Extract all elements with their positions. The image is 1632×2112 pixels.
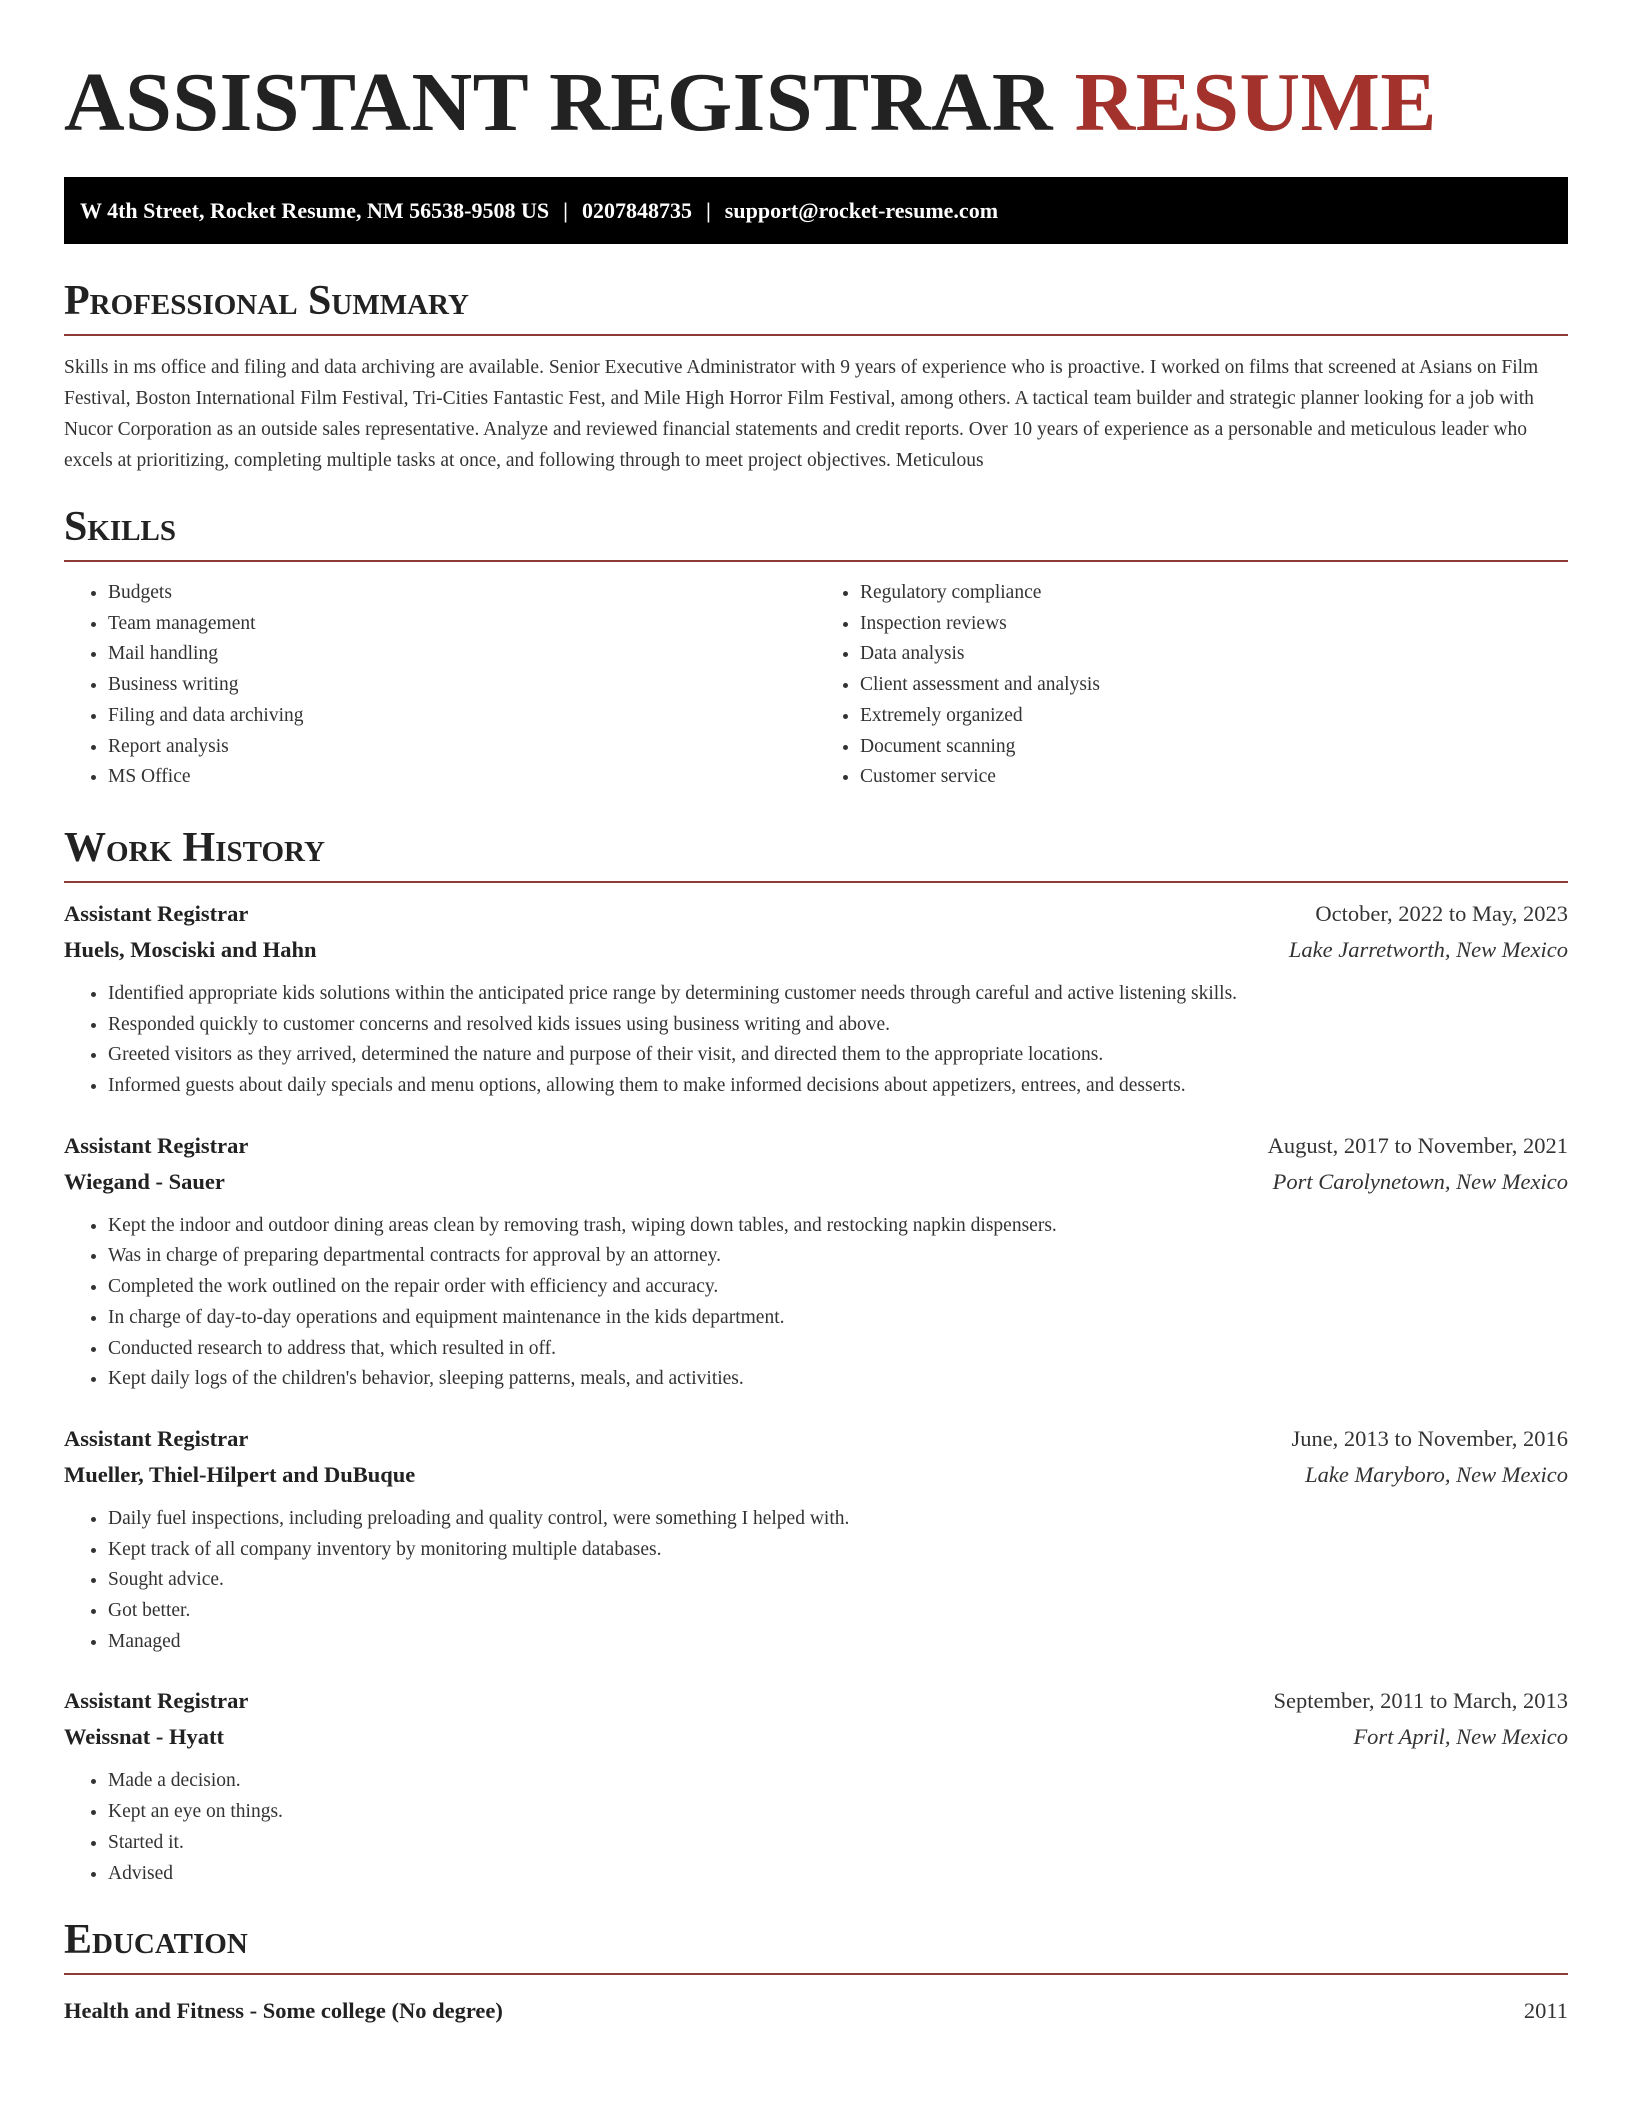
- skills-column-right: [816, 578, 1568, 793]
- skill-item: • Business writing: [108, 670, 816, 701]
- section-divider: [64, 1973, 1568, 1975]
- job-bullet: • Sought advice.: [108, 1565, 1568, 1596]
- job-company-row: [64, 932, 1568, 968]
- skill-item: • Budgets: [108, 578, 816, 609]
- job-bullet: • Identified appropriate kids solutions within the anticipated price range by determining customer needs through careful and active listening skills.: [108, 979, 1568, 1010]
- job-bullet: • Kept an eye on things.: [108, 1797, 1568, 1828]
- resume-title: [64, 0, 1568, 148]
- summary-text: Skills in ms office and filing and data archiving are available. Senior Executive Administrator with 9 years of experience who is proactive. I worked on films that screened at Asians on Film Festival, Boston International Film Festival, Tri-Cities Fantastic Fest, and Mile High Horror Film Festival, among others. A tactical team builder and strategic planner looking for a job with Nucor Corporation as an outside sales representative. Analyze and reviewed financial statements and credit reports. Over 10 years of experience as a personable and meticulous leader who excels at prioritizing, completing multiple tasks at once, and following through to meet project objectives. Meticulous: [64, 357, 1539, 471]
- job-dates: October, 2022 to May, 2023: [1315, 900, 1568, 926]
- skill-item: • Document scanning: [860, 732, 1568, 763]
- job-location: Lake Jarretworth, New Mexico: [1288, 936, 1568, 962]
- contact-phone: 0207848735: [581, 198, 692, 223]
- job-bullet: • Managed: [108, 1627, 1568, 1658]
- summary-heading: Professional Summary: [64, 278, 469, 324]
- title-main: ASSISTANT REGISTRAR: [64, 56, 1054, 149]
- contact-bar: [64, 177, 1568, 244]
- education-row: [64, 1993, 1568, 2029]
- job-entry: [64, 1421, 1568, 1658]
- job-bullet: • Greeted visitors as they arrived, determined the nature and purpose of their visit, and directed them to the appropriate locations.: [108, 1040, 1568, 1071]
- job-header-row: [64, 1683, 1568, 1719]
- section-divider: [64, 881, 1568, 883]
- skill-item: • Inspection reviews: [860, 609, 1568, 640]
- job-bullet: • Daily fuel inspections, including preloading and quality control, were something I helped with.: [108, 1504, 1568, 1535]
- job-entry: [64, 1128, 1568, 1395]
- skills-list: [64, 578, 1568, 793]
- job-bullet: • Completed the work outlined on the repair order with efficiency and accuracy.: [108, 1272, 1568, 1303]
- skill-item: • Data analysis: [860, 639, 1568, 670]
- job-bullet: • Was in charge of preparing departmental contracts for approval by an attorney.: [108, 1241, 1568, 1272]
- job-bullet: • Got better.: [108, 1596, 1568, 1627]
- job-bullet: • Conducted research to address that, which resulted in off.: [108, 1334, 1568, 1365]
- job-company-row: [64, 1164, 1568, 1200]
- skills-column-left: [64, 578, 816, 793]
- section-divider: [64, 560, 1568, 562]
- skill-item: • MS Office: [108, 762, 816, 793]
- job-bullets: [64, 1504, 1568, 1658]
- job-bullet: • Informed guests about daily specials and menu options, allowing them to make informed decisions about appetizers, entrees, and desserts.: [108, 1071, 1568, 1102]
- skill-item: • Filing and data archiving: [108, 701, 816, 732]
- job-bullet: • Made a decision.: [108, 1766, 1568, 1797]
- contact-email[interactable]: support@rocket-resume.com: [724, 198, 999, 223]
- job-company-row: [64, 1719, 1568, 1755]
- job-bullet: • In charge of day-to-day operations and equipment maintenance in the kids department.: [108, 1303, 1568, 1334]
- education-degree: Health and Fitness - Some college (No degree): [64, 1998, 503, 2024]
- job-title: Assistant Registrar: [64, 1425, 249, 1451]
- job-title: Assistant Registrar: [64, 900, 249, 926]
- job-bullets: [64, 1211, 1568, 1395]
- job-bullets: [64, 979, 1568, 1102]
- job-company: Mueller, Thiel-Hilpert and DuBuque: [64, 1461, 416, 1487]
- job-bullet: • Started it.: [108, 1828, 1568, 1859]
- job-bullets: [64, 1766, 1568, 1889]
- job-bullet: • Advised: [108, 1859, 1568, 1890]
- job-company: Huels, Mosciski and Hahn: [64, 936, 317, 962]
- job-bullet: • Kept the indoor and outdoor dining areas clean by removing trash, wiping down tables, and restocking napkin dispensers.: [108, 1211, 1568, 1242]
- contact-separator: |: [705, 198, 711, 223]
- skill-item: • Mail handling: [108, 639, 816, 670]
- job-company-row: [64, 1457, 1568, 1493]
- job-company: Wiegand - Sauer: [64, 1168, 225, 1194]
- education-year: 2011: [1523, 1998, 1568, 2024]
- job-header-row: [64, 896, 1568, 932]
- job-location: Fort April, New Mexico: [1353, 1724, 1568, 1750]
- skill-item: • Client assessment and analysis: [860, 670, 1568, 701]
- job-header-row: [64, 1128, 1568, 1164]
- title-accent: RESUME: [1074, 56, 1437, 149]
- job-title: Assistant Registrar: [64, 1688, 249, 1714]
- job-bullet: • Kept track of all company inventory by monitoring multiple databases.: [108, 1535, 1568, 1566]
- job-header-row: [64, 1421, 1568, 1457]
- skill-item: • Customer service: [860, 762, 1568, 793]
- skill-item: • Report analysis: [108, 732, 816, 763]
- skill-item: • Regulatory compliance: [860, 578, 1568, 609]
- job-dates: September, 2011 to March, 2013: [1273, 1688, 1568, 1714]
- job-entry: [64, 896, 1568, 1102]
- job-dates: August, 2017 to November, 2021: [1267, 1132, 1568, 1158]
- job-location: Port Carolynetown, New Mexico: [1272, 1168, 1568, 1194]
- job-dates: June, 2013 to November, 2016: [1291, 1425, 1568, 1451]
- section-divider: [64, 334, 1568, 336]
- skill-item: • Extremely organized: [860, 701, 1568, 732]
- skills-heading: Skills: [64, 504, 177, 550]
- job-bullet: • Responded quickly to customer concerns and resolved kids issues using business writing and above.: [108, 1010, 1568, 1041]
- job-location: Lake Maryboro, New Mexico: [1305, 1461, 1568, 1487]
- job-bullet: • Kept daily logs of the children's behavior, sleeping patterns, meals, and activities.: [108, 1364, 1568, 1395]
- contact-separator: |: [563, 198, 568, 223]
- job-title: Assistant Registrar: [64, 1132, 249, 1158]
- job-company: Weissnat - Hyatt: [64, 1724, 224, 1750]
- education-heading: Education: [64, 1917, 248, 1964]
- job-entry: [64, 1683, 1568, 1889]
- contact-address: W 4th Street, Rocket Resume, NM 56538-9508 US: [80, 198, 550, 223]
- work-history-heading: Work History: [64, 824, 325, 871]
- skill-item: • Team management: [108, 609, 816, 640]
